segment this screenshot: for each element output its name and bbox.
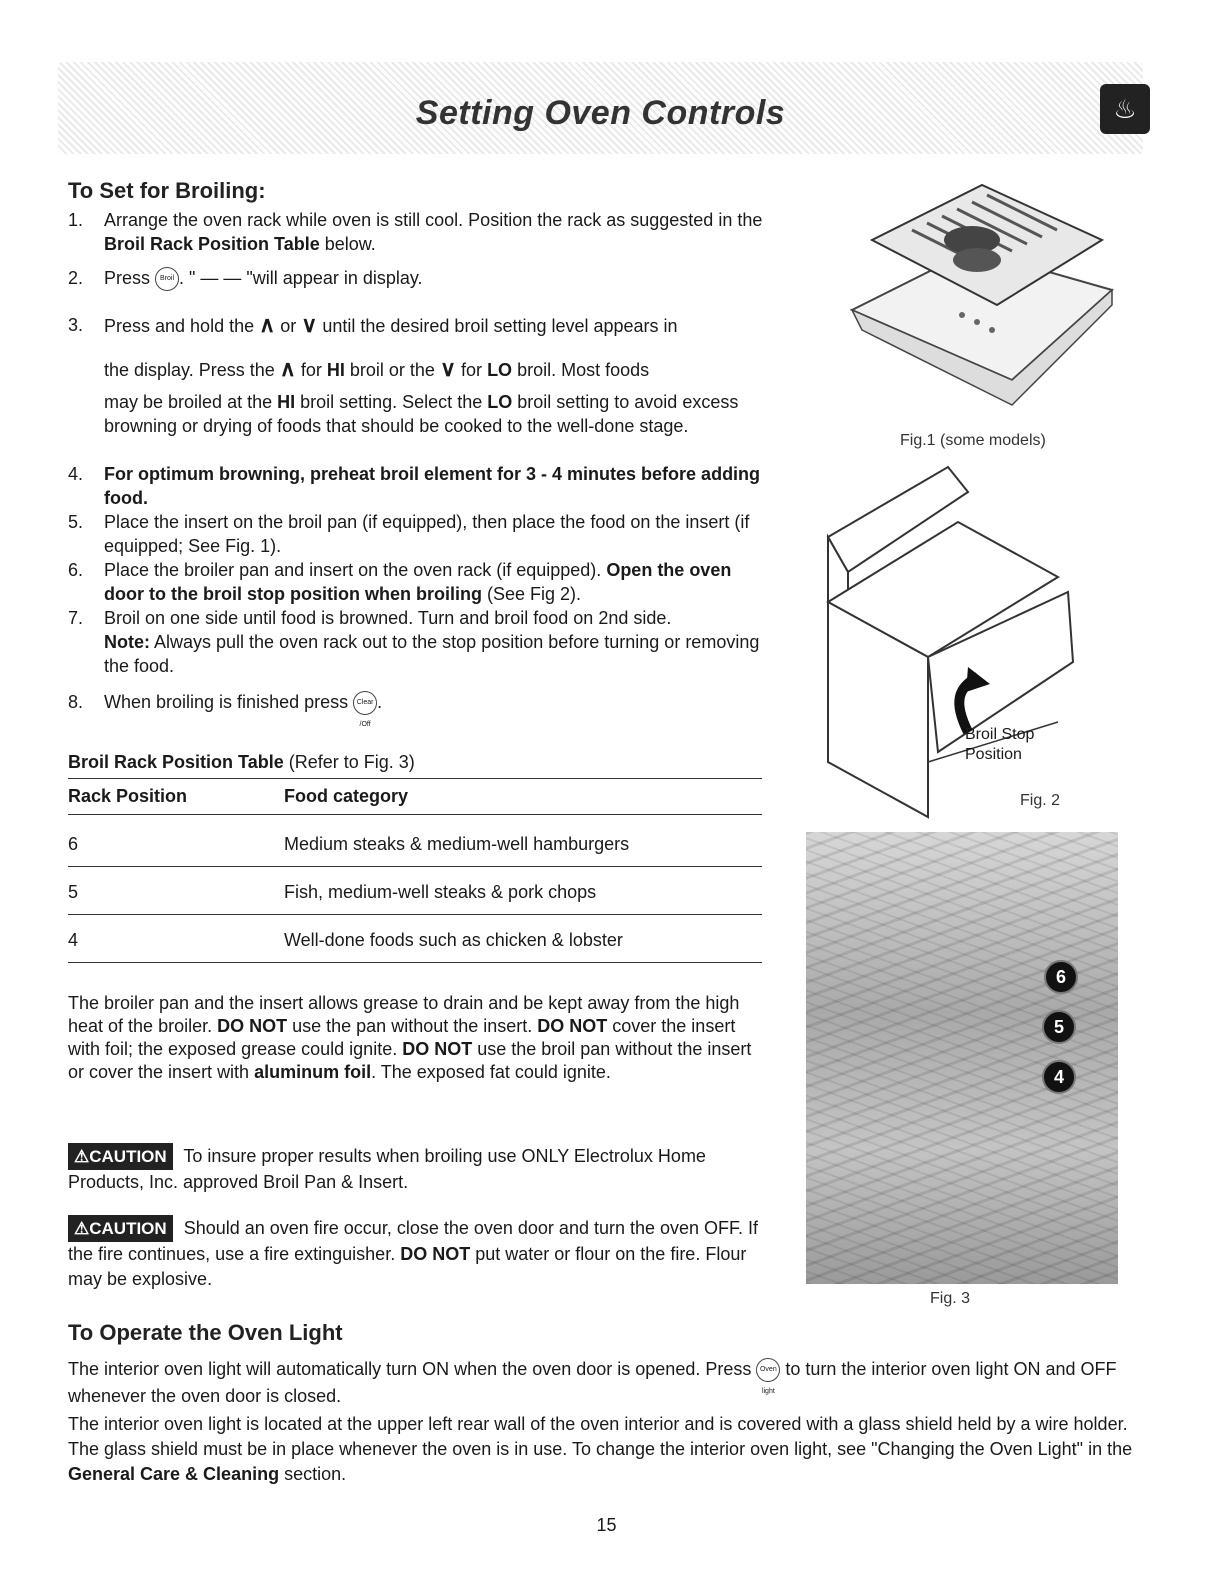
grease-paragraph: The broiler pan and the insert allows grease to drain and be kept away from the high heat of the broiler. DO NOT use the pan without the insert. DO NOT cover the insert with foil; the exposed grease could ignite. DO NOT use the broil pan without the insert or cover the insert with aluminum foil. The exposed fat could ignite. xyxy=(68,993,752,1082)
table-rule xyxy=(68,962,762,963)
table-cell-position: 4 xyxy=(68,930,79,950)
table-cell-food: Fish, medium-well steaks & pork chops xyxy=(284,882,597,902)
clear-off-button-icon: Clear /Off xyxy=(353,691,377,715)
rack-position-4-badge: 4 xyxy=(1042,1060,1076,1094)
fig1-caption: Fig.1 (some models) xyxy=(900,432,1046,449)
table-cell-position: 6 xyxy=(68,834,79,854)
rack-position-5-badge: 5 xyxy=(1042,1010,1076,1044)
table-header-food: Food category xyxy=(284,786,409,806)
rack-position-6-badge: 6 xyxy=(1044,960,1078,994)
table-rule xyxy=(68,778,762,779)
page-number: 15 xyxy=(596,1515,617,1535)
caution-label: ⚠CAUTION xyxy=(68,1143,173,1170)
up-arrow-icon: ∧ xyxy=(259,312,276,337)
fig3-oven-interior-photo xyxy=(806,832,1118,1284)
fig2-range-illustration xyxy=(818,462,1078,822)
broil-stop-label: Broil Stop Position xyxy=(965,726,1035,763)
oven-light-button-icon: Oven light xyxy=(756,1358,780,1382)
table-title: Broil Rack Position Table (Refer to Fig. 3) xyxy=(68,752,415,772)
up-arrow-icon: ∧ xyxy=(279,356,296,381)
table-rule xyxy=(68,914,762,915)
oven-light-heading: To Operate the Oven Light xyxy=(68,1320,343,1345)
fig1-broil-pan-illustration xyxy=(832,180,1122,425)
page-title: Setting Oven Controls xyxy=(415,94,786,132)
oven-light-paragraph-2: The interior oven light is located at the upper left rear wall of the oven interior and is covered with a glass shield held by a wire holder. The glass shield must be in place whenever the oven is in use. To change the interior oven light, see "Changing the Oven Light" in the General Care & Cleaning section. xyxy=(68,1414,1133,1484)
oven-light-paragraph-1: The interior oven light will automatically turn ON when the oven door is opened. Press Oven light to turn the interior oven light ON and OFF whenever the oven door is closed. xyxy=(68,1359,1117,1406)
broil-button-icon: Broil xyxy=(155,267,179,291)
caution-1: ⚠CAUTION To insure proper results when broiling use ONLY Electrolux Home Products, Inc. approved Broil Pan & Insert. xyxy=(68,1143,768,1195)
fig3-caption: Fig. 3 xyxy=(930,1290,971,1307)
table-rule xyxy=(68,814,762,815)
table-header-position: Rack Position xyxy=(68,786,188,806)
cooking-icon: ♨ xyxy=(1100,84,1150,134)
caution-2: ⚠CAUTION Should an oven fire occur, close the oven door and turn the oven OFF. If the fire continues, use a fire extinguisher. DO NOT put water or flour on the fire. Flour may be explosive. xyxy=(68,1215,768,1292)
table-cell-food: Well-done foods such as chicken & lobster xyxy=(284,930,623,950)
down-arrow-icon: ∨ xyxy=(439,356,457,381)
caution-label: ⚠CAUTION xyxy=(68,1215,173,1242)
table-rule xyxy=(68,866,762,867)
table-cell-position: 5 xyxy=(68,882,79,902)
down-arrow-icon: ∨ xyxy=(301,312,318,337)
broil-heading: To Set for Broiling: xyxy=(68,178,266,203)
header-banner xyxy=(58,62,1143,154)
table-cell-food: Medium steaks & medium-well hamburgers xyxy=(284,834,630,854)
fig2-caption: Fig. 2 xyxy=(1020,792,1061,809)
